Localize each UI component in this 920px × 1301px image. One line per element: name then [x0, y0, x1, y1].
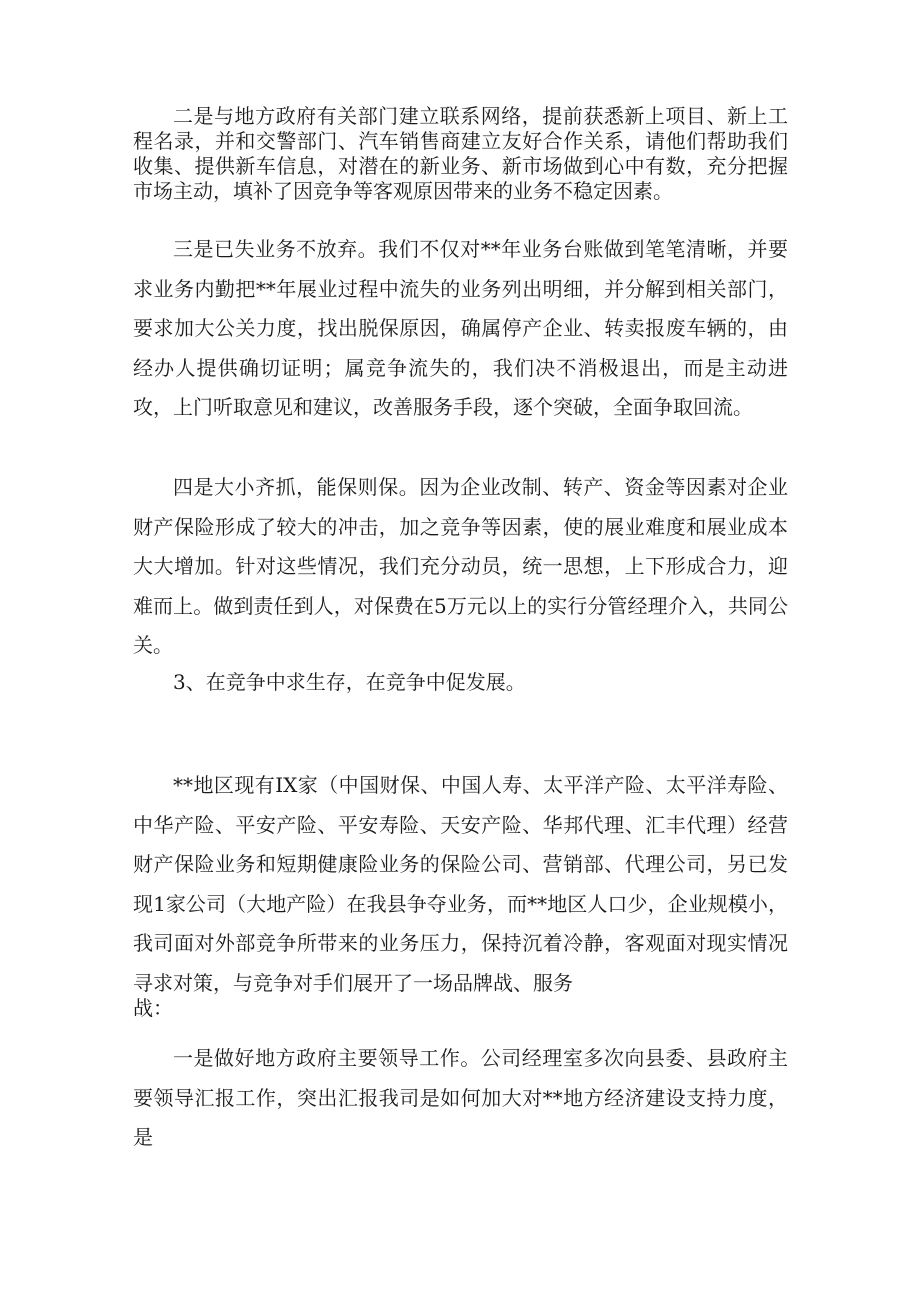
paragraph-regional-market-text: **地区现有IX家（中国财保、中国人寿、太平洋产险、太平洋寿险、中华产险、平安产险、平安寿险、天安产险、华邦代理、汇丰代理）经营财产保险业务和短期健康险业务的保险公司、营销部、代理公司，另已发现1家公司（大地产险）在我县争夺业务，而**地区人口少，企业规模小，我司面对外部竞争所带来的业务压力，保持沉着冷静，客观面对现实情况寻求对策，与竞争对手们展开了一场品牌战、服务: [133, 773, 788, 995]
paragraph-regional-market-continuation: 战：: [133, 996, 173, 1020]
paragraph-network: 二是与地方政府有关部门建立联系网络，提前获悉新上项目、新上工程名录，并和交警部门、汽车销售商建立友好合作关系，请他们帮助我们收集、提供新车信息，对潜在的新业务、新市场做到心中有数，充分把握市场主动，填补了因竞争等客观原因带来的业务不稳定因素。: [133, 104, 788, 203]
paragraph-big-and-small: 四是大小齐抓，能保则保。因为企业改制、转产、资金等因素对企业财产保险形成了较大的冲击，加之竞争等因素，使的展业难度和展业成本大大增加。针对这些情况，我们充分动员，统一思想，上下形成合力，迎难而上。做到责任到人，对保费在5万元以上的实行分管经理介入，共同公关。: [133, 475, 788, 657]
section-heading-competition: 3、在竞争中求生存，在竞争中促发展。: [173, 670, 526, 694]
paragraph-lost-business: 三是已失业务不放弃。我们不仅对**年业务台账做到笔笔清晰，并要求业务内勤把**年展业过程中流失的业务列出明细，并分解到相关部门，要求加大公关力度，找出脱保原因，确属停产企业、转卖报废车辆的，由经办人提供确切证明；属竞争流失的，我们决不消极退出，而是主动进攻，上门听取意见和建议，改善服务手段，逐个突破，全面争取回流。: [133, 237, 788, 419]
paragraph-local-government: 一是做好地方政府主要领导工作。公司经理室多次向县委、县政府主要领导汇报工作，突出汇报我司是如何加大对**地方经济建设支持力度，是: [133, 1046, 788, 1149]
paragraph-regional-market: [133, 766, 788, 1029]
